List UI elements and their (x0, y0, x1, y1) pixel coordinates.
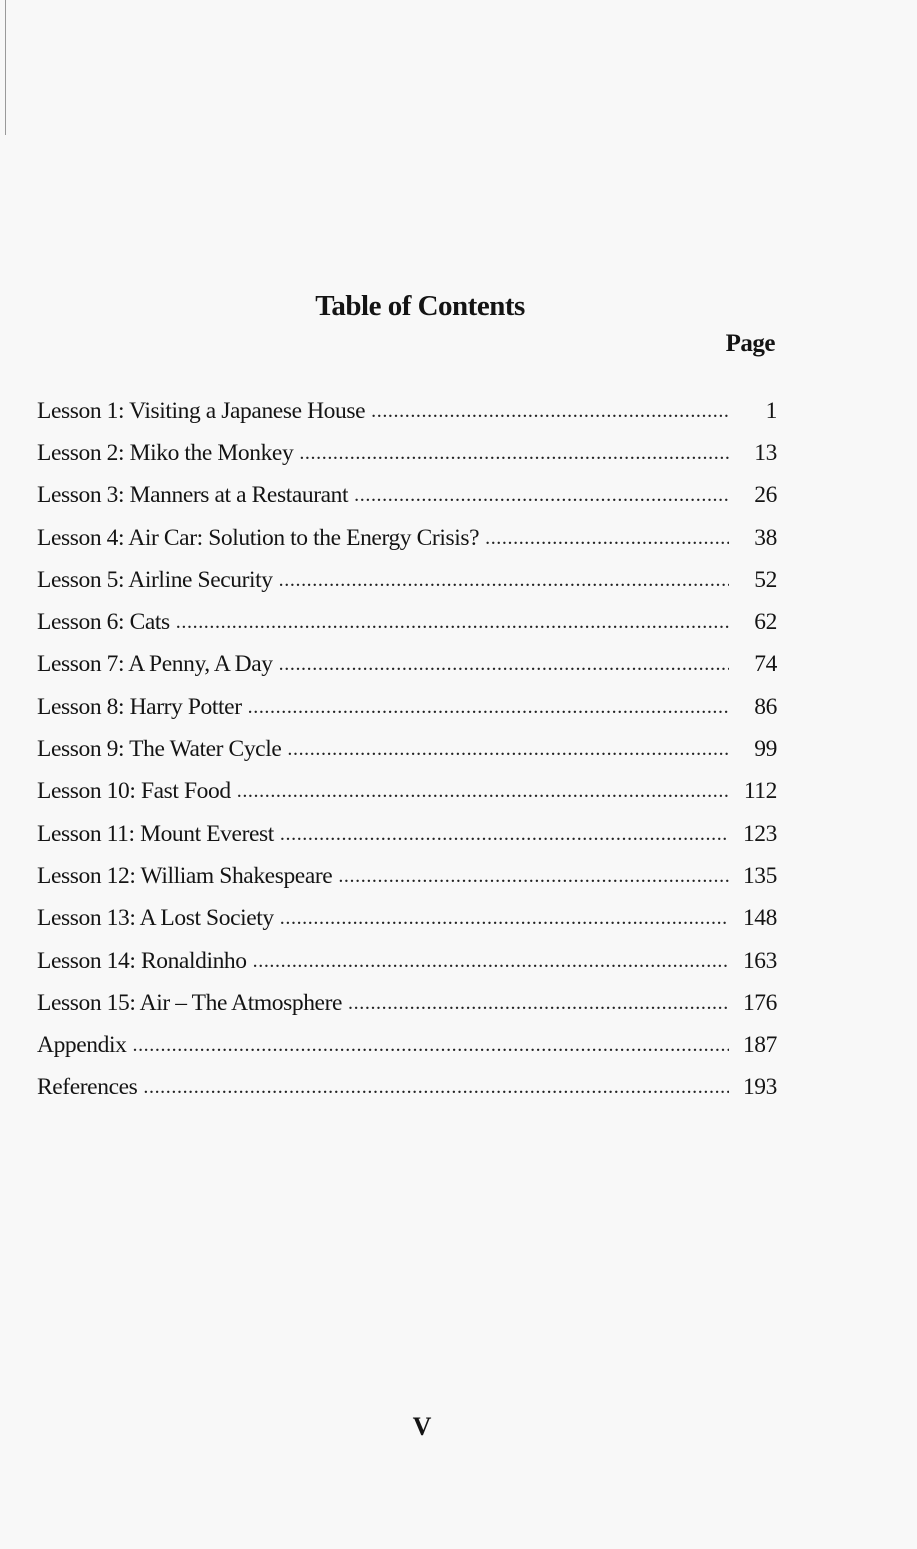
toc-entry-lesson-13 (37, 898, 777, 940)
dot-leader (348, 992, 729, 1015)
dot-leader (279, 653, 729, 676)
toc-entry-lesson-12 (37, 855, 777, 897)
toc-entry-label: Lesson 5: Airline Security (37, 566, 273, 593)
toc-entry-page: 26 (754, 482, 777, 509)
toc-entry-appendix (37, 1024, 777, 1066)
page-column-header: Page (725, 330, 775, 357)
toc-entry-label: Lesson 3: Manners at a Restaurant (37, 482, 349, 509)
toc-entry-label: Appendix (37, 1032, 127, 1059)
toc-entry-page: 176 (742, 989, 777, 1016)
toc-entry-lesson-1 (37, 390, 777, 432)
dot-leader (132, 1034, 729, 1057)
dot-leader (279, 569, 729, 592)
dot-leader (143, 1076, 729, 1099)
toc-entry-page: 187 (742, 1032, 777, 1059)
toc-entry-label: Lesson 12: William Shakespeare (37, 862, 333, 889)
dot-leader (280, 823, 729, 846)
toc-entry-label: Lesson 2: Miko the Monkey (37, 439, 294, 466)
toc-entry-page: 99 (754, 736, 777, 763)
toc-entry-lesson-15 (37, 982, 777, 1024)
toc-entry-page: 13 (754, 439, 777, 466)
toc-entry-page: 193 (742, 1074, 777, 1101)
dot-leader (253, 950, 729, 973)
toc-entry-label: Lesson 11: Mount Everest (37, 820, 274, 847)
page-number: V (412, 1412, 432, 1441)
toc-entry-lesson-3 (37, 475, 777, 517)
table-of-contents (37, 390, 777, 1109)
toc-entry-label: Lesson 15: Air – The Atmosphere (37, 989, 343, 1016)
toc-entry-label: References (37, 1074, 138, 1101)
toc-entry-page: 1 (765, 397, 777, 424)
page-edge-line (5, 0, 6, 135)
toc-entry-lesson-11 (37, 813, 777, 855)
toc-entry-references (37, 1067, 777, 1109)
toc-entry-label: Lesson 7: A Penny, A Day (37, 651, 273, 678)
toc-entry-label: Lesson 10: Fast Food (37, 778, 231, 805)
dot-leader (299, 442, 729, 465)
dot-leader (338, 865, 729, 888)
toc-entry-page: 38 (754, 524, 777, 551)
toc-entry-page: 123 (742, 820, 777, 847)
dot-leader (237, 780, 729, 803)
toc-entry-page: 135 (742, 862, 777, 889)
dot-leader (287, 738, 729, 761)
toc-entry-lesson-2 (37, 432, 777, 474)
toc-entry-page: 86 (754, 693, 777, 720)
toc-entry-label: Lesson 6: Cats (37, 609, 170, 636)
toc-entry-page: 52 (754, 566, 777, 593)
toc-entry-label: Lesson 8: Harry Potter (37, 693, 242, 720)
toc-entry-page: 112 (743, 778, 777, 805)
toc-entry-label: Lesson 14: Ronaldinho (37, 947, 247, 974)
toc-entry-lesson-4 (37, 517, 777, 559)
toc-entry-page: 74 (754, 651, 777, 678)
toc-entry-lesson-8 (37, 686, 777, 728)
toc-entry-label: Lesson 4: Air Car: Solution to the Energy Crisis? (37, 524, 480, 551)
dot-leader (354, 484, 729, 507)
toc-entry-page: 163 (742, 947, 777, 974)
toc-entry-lesson-10 (37, 771, 777, 813)
toc-entry-label: Lesson 9: The Water Cycle (37, 736, 282, 763)
dot-leader (176, 611, 729, 634)
dot-leader (485, 527, 729, 550)
toc-entry-lesson-6 (37, 601, 777, 643)
toc-entry-lesson-9 (37, 728, 777, 770)
toc-entry-label: Lesson 13: A Lost Society (37, 905, 274, 932)
toc-entry-lesson-7 (37, 644, 777, 686)
dot-leader (248, 696, 729, 719)
dot-leader (371, 400, 729, 423)
toc-entry-page: 148 (742, 905, 777, 932)
toc-entry-page: 62 (754, 609, 777, 636)
toc-entry-lesson-14 (37, 940, 777, 982)
dot-leader (280, 907, 729, 930)
toc-entry-lesson-5 (37, 559, 777, 601)
page-title: Table of Contents (315, 290, 525, 322)
toc-entry-label: Lesson 1: Visiting a Japanese House (37, 397, 366, 424)
